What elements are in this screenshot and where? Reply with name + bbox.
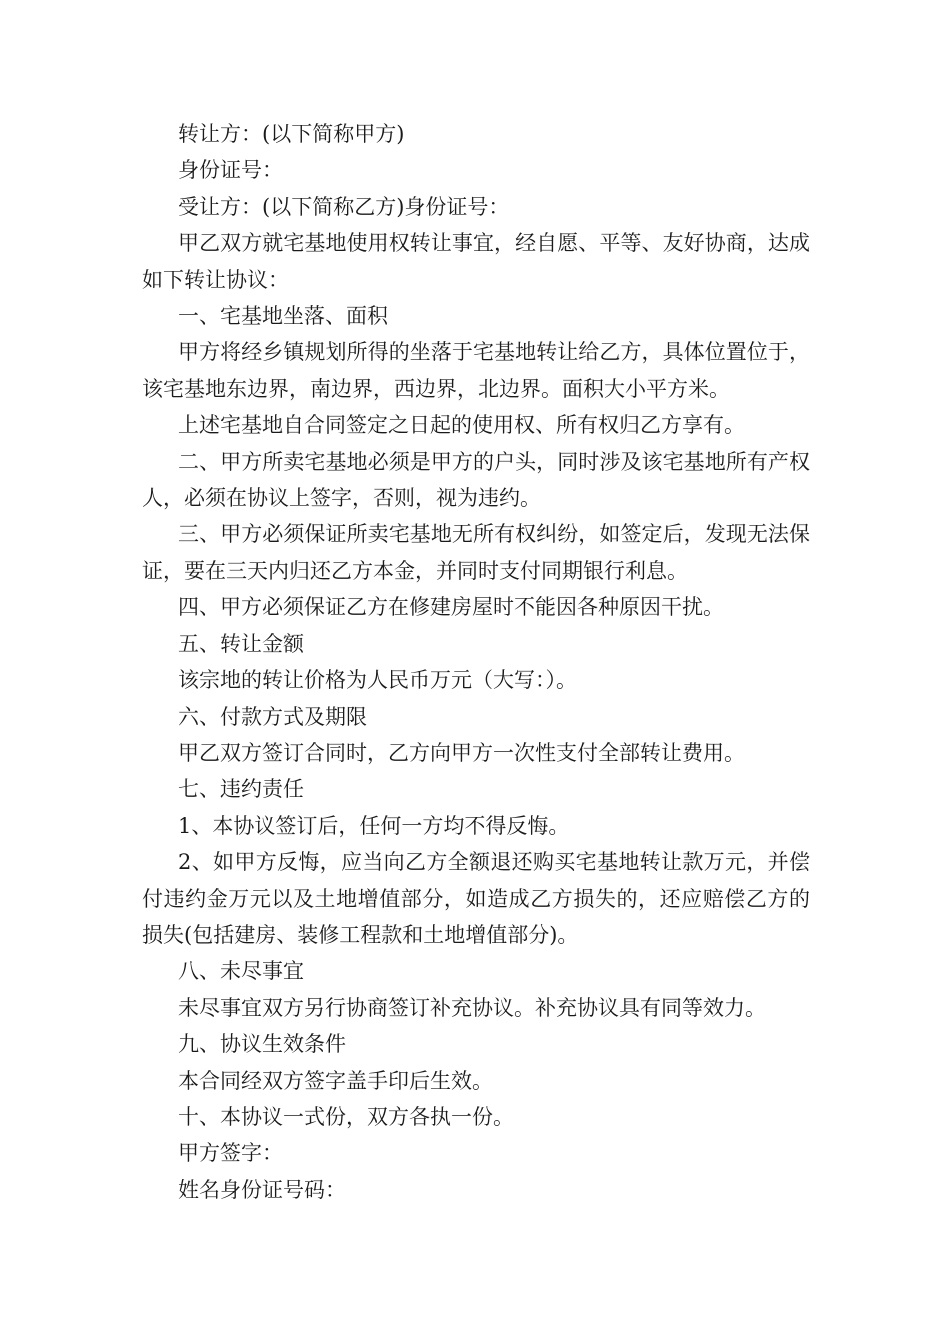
party-a-signature-line: 甲方签字： (178, 1141, 283, 1166)
section-1-paragraph: 甲方将经乡镇规划所得的坐落于宅基地转让给乙方，具体位置位于，该宅基地东边界，南边界，西边界，北边界。面积大小平方米。 (142, 340, 810, 401)
name-id-number-line: 姓名身份证号码： (178, 1177, 346, 1202)
section-2-paragraph: 二、甲方所卖宅基地必须是甲方的户头，同时涉及该宅基地所有产权人，必须在协议上签字，否则，视为违约。 (142, 449, 810, 511)
section-4-paragraph: 四、甲方必须保证乙方在修建房屋时不能因各种原因干扰。 (178, 595, 724, 620)
transferor-line: 转让方：(以下简称甲方) (178, 122, 405, 146)
section-heading-9: 九、协议生效条件 (178, 1032, 346, 1057)
section-7-item-2: 2、如甲方反悔，应当向乙方全额退还购买宅基地转让款万元，并偿付违约金万元以及土地增值部分，如造成乙方损失的，还应赔偿乙方的损失(包括建房、装修工程款和土地增值部分)。 (142, 850, 810, 947)
section-heading-7: 七、违约责任 (178, 777, 304, 802)
section-heading-6: 六、付款方式及期限 (178, 704, 367, 729)
section-heading-8: 八、未尽事宜 (178, 959, 304, 984)
section-10-paragraph: 十、本协议一式份，双方各执一份。 (178, 1104, 514, 1129)
transferee-line: 受让方：(以下简称乙方)身份证号： (178, 194, 510, 219)
section-5-paragraph: 该宗地的转让价格为人民币万元（大写：）。 (178, 668, 577, 693)
document-body (142, 116, 810, 1208)
preamble-paragraph: 甲乙双方就宅基地使用权转让事宜，经自愿、平等、友好协商，达成如下转让协议： (142, 231, 810, 292)
transferor-id-line: 身份证号： (178, 158, 283, 183)
section-6-paragraph: 甲乙双方签订合同时，乙方向甲方一次性支付全部转让费用。 (178, 740, 745, 765)
section-1-rights-paragraph: 上述宅基地自合同签定之日起的使用权、所有权归乙方享有。 (178, 413, 745, 438)
section-9-paragraph: 本合同经双方签字盖手印后生效。 (178, 1068, 493, 1093)
section-8-paragraph: 未尽事宜双方另行协商签订补充协议。补充协议具有同等效力。 (178, 995, 766, 1020)
section-heading-1: 一、宅基地坐落、面积 (178, 304, 388, 329)
section-7-item-1: 1、本协议签订后，任何一方均不得反悔。 (178, 813, 570, 838)
section-3-paragraph: 三、甲方必须保证所卖宅基地无所有权纠纷，如签定后，发现无法保证，要在三天内归还乙方本金，并同时支付同期银行利息。 (142, 522, 810, 583)
section-heading-5: 五、转让金额 (178, 631, 304, 656)
